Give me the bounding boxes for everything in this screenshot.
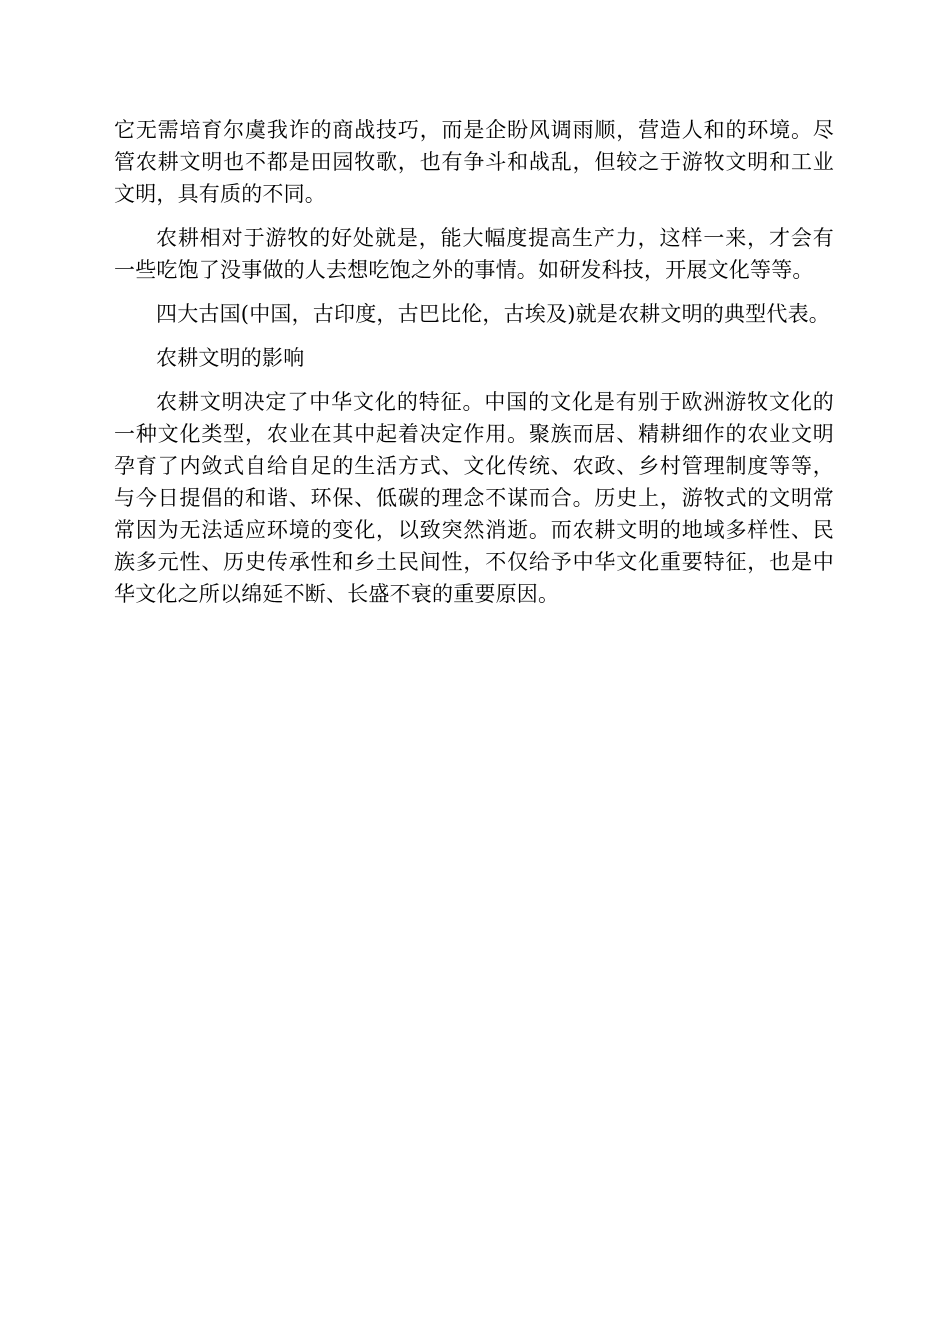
paragraph-continuation: 它无需培育尔虞我诈的商战技巧，而是企盼风调雨顺，营造人和的环境。尽管农耕文明也不都是田园牧歌，也有争斗和战乱，但较之于游牧文明和工业文明，具有质的不同。 — [114, 118, 834, 206]
paragraph-farming-vs-nomadic: 农耕相对于游牧的好处就是，能大幅度提高生产力，这样一来，才会有一些吃饱了没事做的人去想吃饱之外的事情。如研发科技，开展文化等等。 — [114, 226, 834, 282]
paragraph-four-ancient-civilizations: 四大古国(中国，古印度，古巴比伦，古埃及)就是农耕文明的典型代表。 — [156, 302, 830, 326]
document-body — [114, 114, 834, 622]
section-heading-influence: 农耕文明的影响 — [156, 346, 305, 370]
paragraph-influence-on-chinese-culture: 农耕文明决定了中华文化的特征。中国的文化是有别于欧洲游牧文化的一种文化类型，农业在其中起着决定作用。聚族而居、精耕细作的农业文明孕育了内敛式自给自足的生活方式、文化传统、农政、乡村管理制度等等，与今日提倡的和谐、环保、低碳的理念不谋而合。历史上，游牧式的文明常常因为无法适应环境的变化，以致突然消逝。而农耕文明的地域多样性、民族多元性、历史传承性和乡土民间性，不仅给予中华文化重要特征，也是中华文化之所以绵延不断、长盛不衰的重要原因。 — [114, 390, 834, 606]
